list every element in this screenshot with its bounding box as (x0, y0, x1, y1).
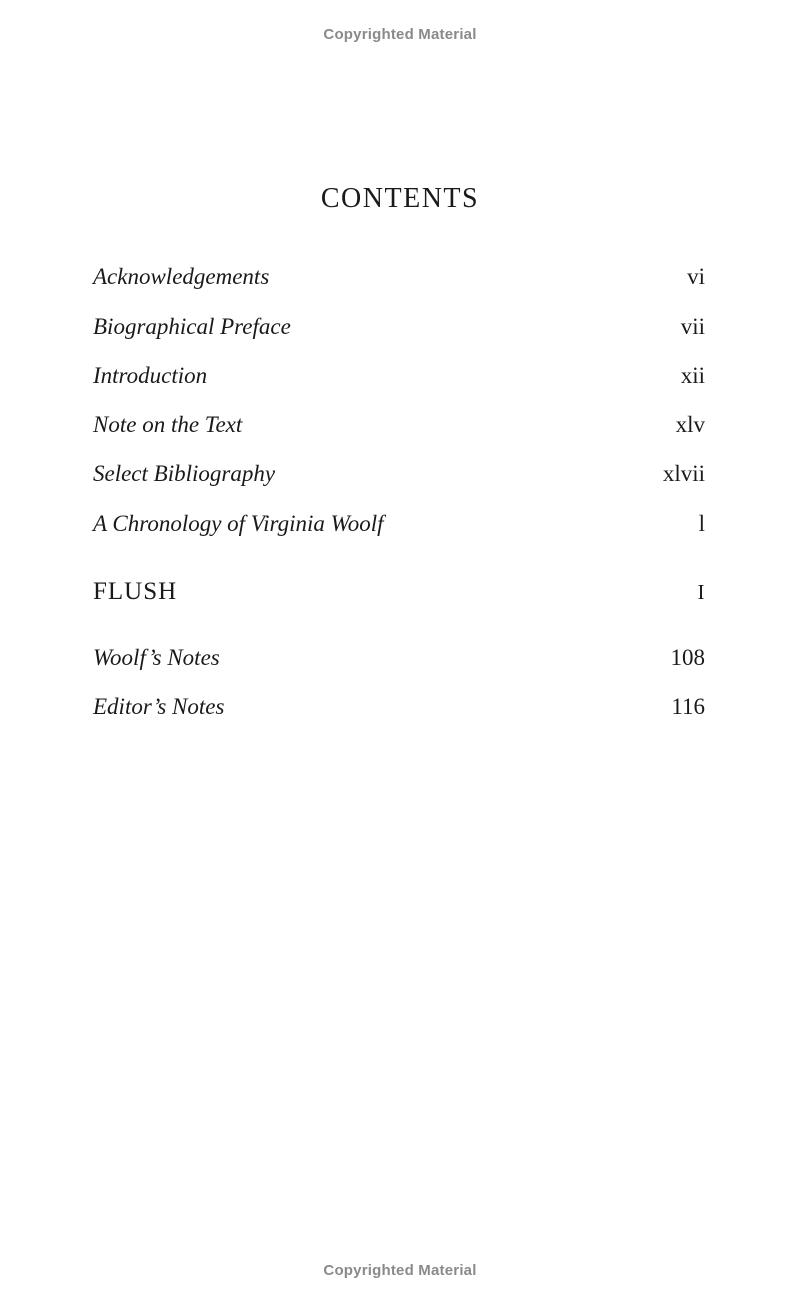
toc-entry-page: 108 (670, 645, 705, 670)
toc-entry-woolfs-notes[interactable] (93, 645, 705, 679)
watermark-top: Copyrighted Material (323, 26, 477, 43)
toc-entry-page: 116 (671, 694, 705, 719)
toc-entry-label: Introduction (93, 363, 208, 388)
toc-entry-label: Select Bibliography (93, 461, 276, 486)
toc-entry-page: I (697, 580, 705, 604)
toc-entry-label: Woolf’s Notes (93, 645, 220, 670)
toc-entry-acknowledgements[interactable] (93, 264, 705, 298)
toc-entry-label: Note on the Text (93, 412, 243, 437)
toc-entry-page: xlvii (662, 461, 705, 486)
toc-entry-page: l (698, 511, 705, 536)
toc-entry-page: xii (680, 363, 705, 388)
toc-entry-label: Acknowledgements (93, 264, 270, 289)
toc-entry-flush[interactable] (93, 578, 705, 612)
toc-entry-page: vi (687, 264, 705, 289)
toc-entry-select-bibliography[interactable] (93, 461, 705, 495)
watermark-bottom: Copyrighted Material (323, 1262, 477, 1279)
toc-entry-page: vii (680, 314, 705, 339)
toc-entry-chronology[interactable] (93, 511, 705, 545)
toc-entry-label: Biographical Preface (93, 314, 291, 339)
table-of-contents (93, 0, 705, 1305)
toc-entry-editors-notes[interactable] (93, 694, 705, 728)
page-title: CONTENTS (320, 183, 480, 214)
toc-entry-label: A Chronology of Virginia Woolf (93, 511, 384, 536)
toc-entry-label: Editor’s Notes (93, 694, 225, 719)
toc-entry-label: FLUSH (93, 578, 178, 605)
toc-entry-note-on-the-text[interactable] (93, 412, 705, 446)
toc-entry-introduction[interactable] (93, 363, 705, 397)
toc-entry-biographical-preface[interactable] (93, 314, 705, 348)
toc-entry-page: xlv (675, 412, 705, 437)
